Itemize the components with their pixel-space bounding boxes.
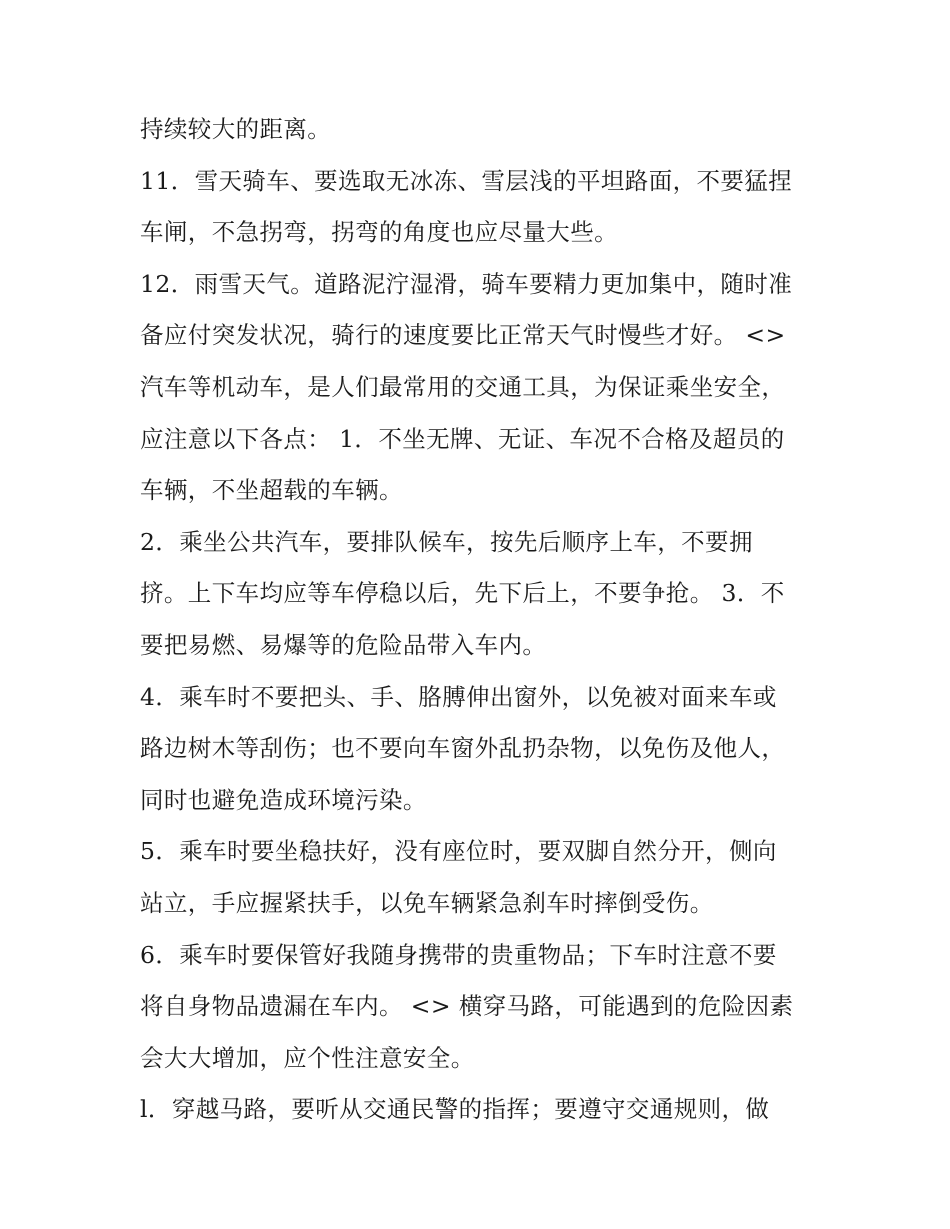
text-line: 汽车等机动车，是人们最常用的交通工具，为保证乘坐安全， bbox=[140, 372, 786, 401]
text-line: 挤。上下车均应等车停稳以后，先下后上，不要争抢。 3．不 bbox=[140, 579, 785, 608]
text-line: 要把易燃、易爆等的危险品带入车内。 bbox=[140, 630, 547, 659]
text-line: 应注意以下各点： 1．不坐无牌、无证、车况不合格及超员的 bbox=[140, 424, 785, 453]
text-line: 4．乘车时不要把头、手、胳膊伸出窗外，以免被对面来车或 bbox=[140, 682, 777, 711]
text-line: 同时也避免造成环境污染。 bbox=[140, 785, 427, 814]
text-line: 路边树木等刮伤；也不要向车窗外乱扔杂物，以免伤及他人， bbox=[140, 734, 786, 763]
text-line: 车辆，不坐超载的车辆。 bbox=[140, 476, 403, 505]
text-line: l．穿越马路，要听从交通民警的指挥；要遵守交通规则，做 bbox=[140, 1095, 770, 1124]
text-line: 11．雪天骑车、要选取无冰冻、雪层浅的平坦路面，不要猛捏 bbox=[140, 166, 793, 195]
text-line: 会大大增加，应个性注意安全。 bbox=[140, 1043, 475, 1072]
text-line: 持续较大的距离。 bbox=[140, 115, 332, 143]
text-line: 12．雨雪天气。道路泥泞湿滑，骑车要精力更加集中，随时准 bbox=[140, 269, 793, 298]
text-line: 将自身物品遗漏在车内。 <> 横穿马路，可能遇到的危险因素 bbox=[140, 992, 794, 1021]
text-line: 备应付突发状况，骑行的速度要比正常天气时慢些才好。 <> bbox=[140, 321, 786, 350]
text-line: 6．乘车时要保管好我随身携带的贵重物品；下车时注意不要 bbox=[140, 940, 777, 969]
text-line: 车闸，不急拐弯，拐弯的角度也应尽量大些。 bbox=[140, 218, 618, 247]
text-line: 5．乘车时要坐稳扶好，没有座位时，要双脚自然分开，侧向 bbox=[140, 837, 777, 866]
body-text bbox=[140, 104, 820, 1136]
text-line: 2．乘坐公共汽车，要排队候车，按先后顺序上车，不要拥 bbox=[140, 527, 753, 556]
text-line: 站立，手应握紧扶手，以免车辆紧急刹车时摔倒受伤。 bbox=[140, 888, 714, 917]
